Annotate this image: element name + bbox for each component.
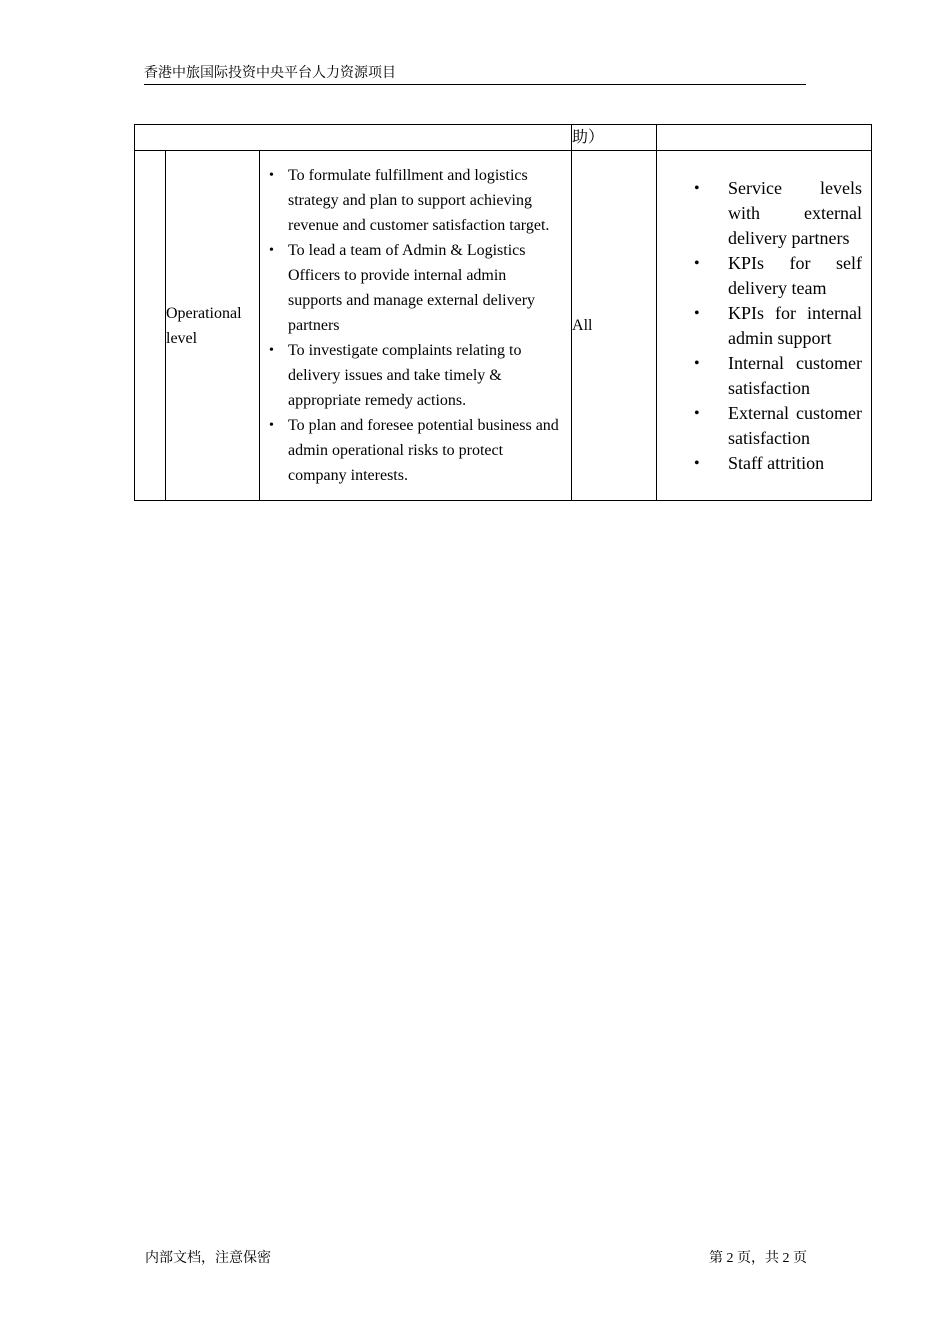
empty-cell bbox=[135, 125, 572, 151]
list-item: • Staff attrition bbox=[728, 451, 862, 476]
list-item: • To investigate complaints relating to delivery issues and take timely & appropriate remedy actions. bbox=[288, 338, 563, 413]
list-item: • External customer satisfaction bbox=[728, 401, 862, 451]
header-title: 香港中旅国际投资中央平台人力资源项目 bbox=[144, 66, 396, 81]
list-item: • To plan and foresee potential business and admin operational risks to protect company interests. bbox=[288, 413, 563, 488]
kpi-cell bbox=[657, 151, 872, 501]
scope-value: All bbox=[572, 317, 593, 334]
index-cell bbox=[135, 151, 166, 501]
empty-cell bbox=[657, 125, 872, 151]
scope-cell bbox=[572, 151, 657, 501]
table-row bbox=[135, 151, 872, 501]
responsibility-table bbox=[134, 124, 872, 501]
list-item: • To formulate fulfillment and logistics strategy and plan to support achieving revenue and customer satisfaction target. bbox=[288, 163, 563, 238]
level-cell bbox=[166, 151, 260, 501]
list-item: • Internal customer satisfaction bbox=[728, 351, 862, 401]
continuation-text: 助） bbox=[572, 129, 605, 146]
list-item: • Service levels with external delivery partners bbox=[728, 176, 862, 251]
footer-confidential: 内部文档，注意保密 bbox=[145, 1251, 271, 1266]
continuation-cell bbox=[572, 125, 657, 151]
responsibilities-cell bbox=[260, 151, 572, 501]
page-header bbox=[144, 66, 806, 85]
responsibilities-list bbox=[260, 151, 571, 500]
continuation-row bbox=[135, 125, 872, 151]
list-item: • KPIs for internal admin support bbox=[728, 301, 862, 351]
kpi-list bbox=[657, 175, 871, 477]
list-item: • KPIs for self delivery team bbox=[728, 251, 862, 301]
footer-page-number: 第 2 页，共 2 页 bbox=[709, 1251, 807, 1266]
level-label: Operational level bbox=[166, 304, 242, 347]
list-item: • To lead a team of Admin & Logistics Officers to provide internal admin supports and manage external delivery partners bbox=[288, 238, 563, 338]
